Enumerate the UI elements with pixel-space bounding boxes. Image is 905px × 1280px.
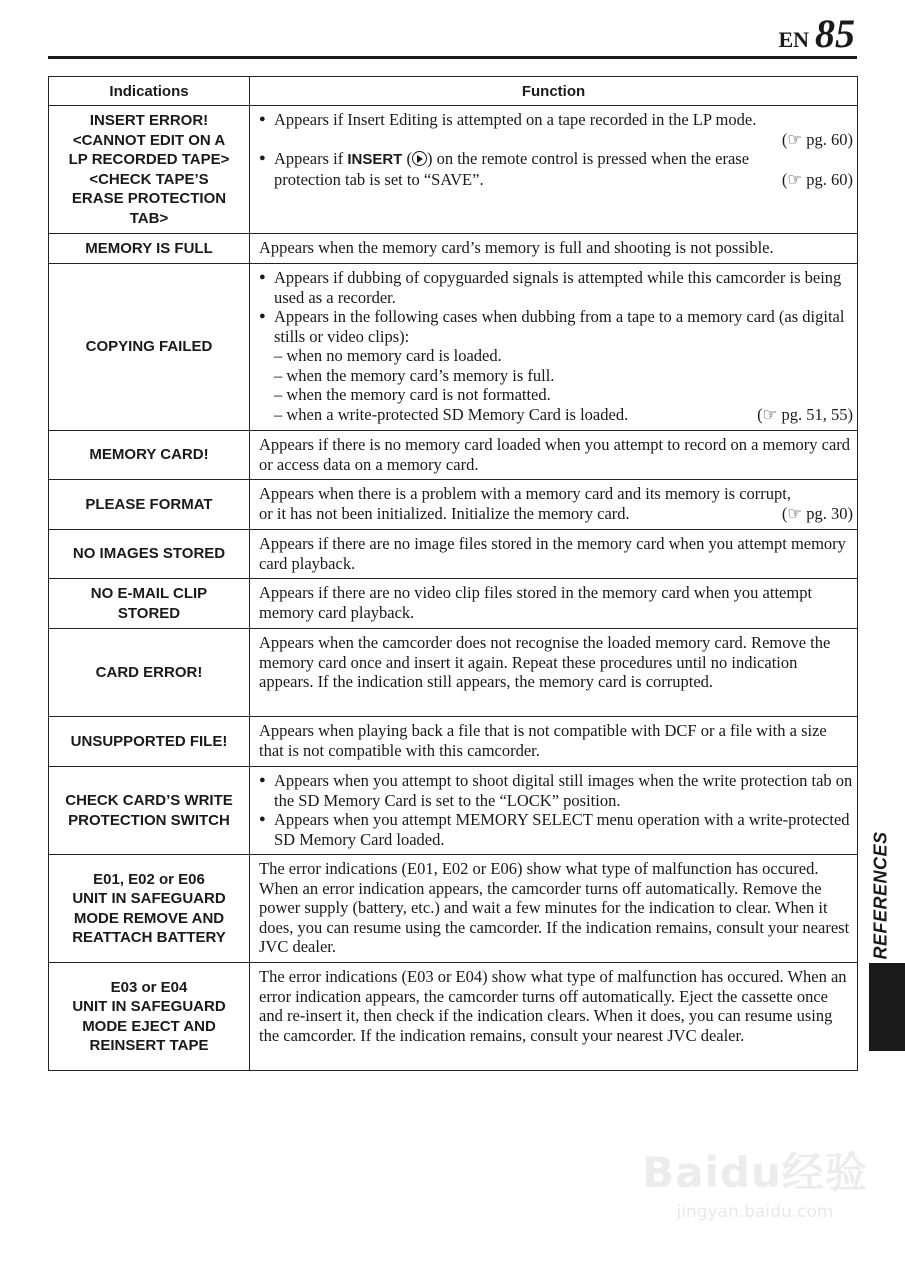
function-cell — [250, 264, 858, 431]
reference-hand-icon: ☞ — [762, 404, 778, 424]
indication-cell: INSERT ERROR! <CANNOT EDIT ON A LP RECORDED TAPE> <CHECK TAPE’S ERASE PROTECTION TAB> — [49, 106, 250, 234]
column-header-function: Function — [250, 77, 858, 106]
indication-cell: MEMORY IS FULL — [49, 234, 250, 264]
language-code: EN — [778, 27, 809, 52]
function-cell: The error indications (E01, E02 or E06) show what type of malfunction has occured. When an error indication appears, the camcorder turns off automatically. Remove the power supply (battery, etc.) and wait a few minutes for the indication to clear. When it does, you can resume using the camcorder. If the indication remains, consult your nearest JVC dealer. — [250, 855, 858, 963]
table-row — [49, 264, 858, 431]
indications-table — [48, 76, 858, 1071]
watermark-logo: Baidu经验 — [642, 1148, 868, 1197]
table-row — [49, 431, 858, 480]
function-cell: Appears when there is a problem with a memory card and its memory is corrupt, or it has not been initialized. Initialize the memory card. (☞ pg. 30) — [250, 480, 858, 530]
column-header-indications: Indications — [49, 77, 250, 106]
sub-item: – when the memory card is not formatted. — [274, 385, 551, 404]
table-row — [49, 530, 858, 579]
page-reference: pg. 51, 55 — [781, 404, 848, 424]
table-row — [49, 717, 858, 767]
indication-cell: COPYING FAILED — [49, 264, 250, 431]
watermark-url: jingyan.baidu.com — [676, 1202, 834, 1222]
sub-item: – when a write-protected SD Memory Card is loaded. — [274, 404, 629, 424]
page-header — [778, 11, 855, 56]
bullet-item: ● Appears in the following cases when dubbing from a tape to a memory card (as digital stills or video clips): – when no memory card is loaded. – when the memory card’s memory is full. – when the memory card is not formatted. – when a write-protected SD Memory Card is loaded. (☞ pg. 51, 55) — [259, 307, 853, 424]
table-row — [49, 480, 858, 530]
sub-item: – when no memory card is loaded. — [274, 346, 502, 365]
insert-key-label: INSERT — [347, 151, 403, 168]
bullet-item: ● Appears when you attempt MEMORY SELECT menu operation with a write-protected SD Memory Card loaded. — [259, 810, 853, 849]
page-reference: pg. 60 — [806, 129, 848, 149]
function-cell: The error indications (E03 or E04) show what type of malfunction has occured. When an error indication appears, the camcorder turns off automatically. Eject the cassette once and re-insert it, then check if the indication clears. When it does, you can resume using the camcorder. If the indication remains, consult your nearest JVC dealer. — [250, 963, 858, 1071]
indication-cell: PLEASE FORMAT — [49, 480, 250, 530]
table-row — [49, 767, 858, 855]
table-header-row — [49, 77, 858, 106]
page-number: 85 — [815, 11, 855, 56]
indication-cell: NO IMAGES STORED — [49, 530, 250, 579]
section-side-label: REFERENCES — [870, 830, 891, 960]
bullet-item: ● Appears when you attempt to shoot digital still images when the write protection tab on the SD Memory Card is set to the “LOCK” position. — [259, 771, 853, 810]
table-row — [49, 579, 858, 629]
table-row — [49, 234, 858, 264]
function-cell: Appears when the camcorder does not recognise the loaded memory card. Remove the memory card once and insert it again. Repeat these procedures until no indication appears. If the indication still appears, the memory card is corrupted. — [250, 629, 858, 717]
indication-cell: UNSUPPORTED FILE! — [49, 717, 250, 767]
page-reference: pg. 30 — [806, 503, 848, 523]
function-cell — [250, 767, 858, 855]
function-cell: Appears when playing back a file that is not compatible with DCF or a file with a size that is not compatible with this camcorder. — [250, 717, 858, 767]
table-row — [49, 963, 858, 1071]
function-cell: Appears if there are no image files stored in the memory card when you attempt memory card playback. — [250, 530, 858, 579]
function-cell: Appears when the memory card’s memory is full and shooting is not possible. — [250, 234, 858, 264]
page-reference: pg. 60 — [806, 169, 848, 189]
watermark — [640, 1140, 870, 1222]
reference-hand-icon: ☞ — [787, 169, 803, 189]
indication-cell: CARD ERROR! — [49, 629, 250, 717]
indication-cell: NO E-MAIL CLIP STORED — [49, 579, 250, 629]
table-row — [49, 629, 858, 717]
bullet-item: ● Appears if INSERT ( ) on the remote control is pressed when the erase protection tab is set to “SAVE”. (☞ pg. 60) — [259, 149, 853, 189]
bullet-item: ● Appears if Insert Editing is attempted on a tape recorded in the LP mode. (☞ pg. 60) — [259, 110, 853, 149]
bullet-item: ● Appears if dubbing of copyguarded signals is attempted while this camcorder is being used as a recorder. — [259, 268, 853, 307]
reference-hand-icon: ☞ — [787, 503, 803, 523]
sub-item: – when the memory card’s memory is full. — [274, 365, 555, 385]
indication-cell: E03 or E04 UNIT IN SAFEGUARD MODE EJECT AND REINSERT TAPE — [49, 963, 250, 1071]
table-row — [49, 855, 858, 963]
reference-hand-icon: ☞ — [787, 129, 803, 149]
function-cell: Appears if there are no video clip files stored in the memory card when you attempt memory card playback. — [250, 579, 858, 629]
table-row — [49, 106, 858, 234]
section-thumb-tab — [869, 963, 905, 1051]
function-cell — [250, 106, 858, 234]
header-rule — [48, 56, 857, 59]
indication-cell: MEMORY CARD! — [49, 431, 250, 480]
indication-cell: E01, E02 or E06 UNIT IN SAFEGUARD MODE REMOVE AND REATTACH BATTERY — [49, 855, 250, 963]
function-cell: Appears if there is no memory card loaded when you attempt to record on a memory card or access data on a memory card. — [250, 431, 858, 480]
indication-cell: CHECK CARD’S WRITE PROTECTION SWITCH — [49, 767, 250, 855]
play-button-icon — [412, 151, 427, 166]
